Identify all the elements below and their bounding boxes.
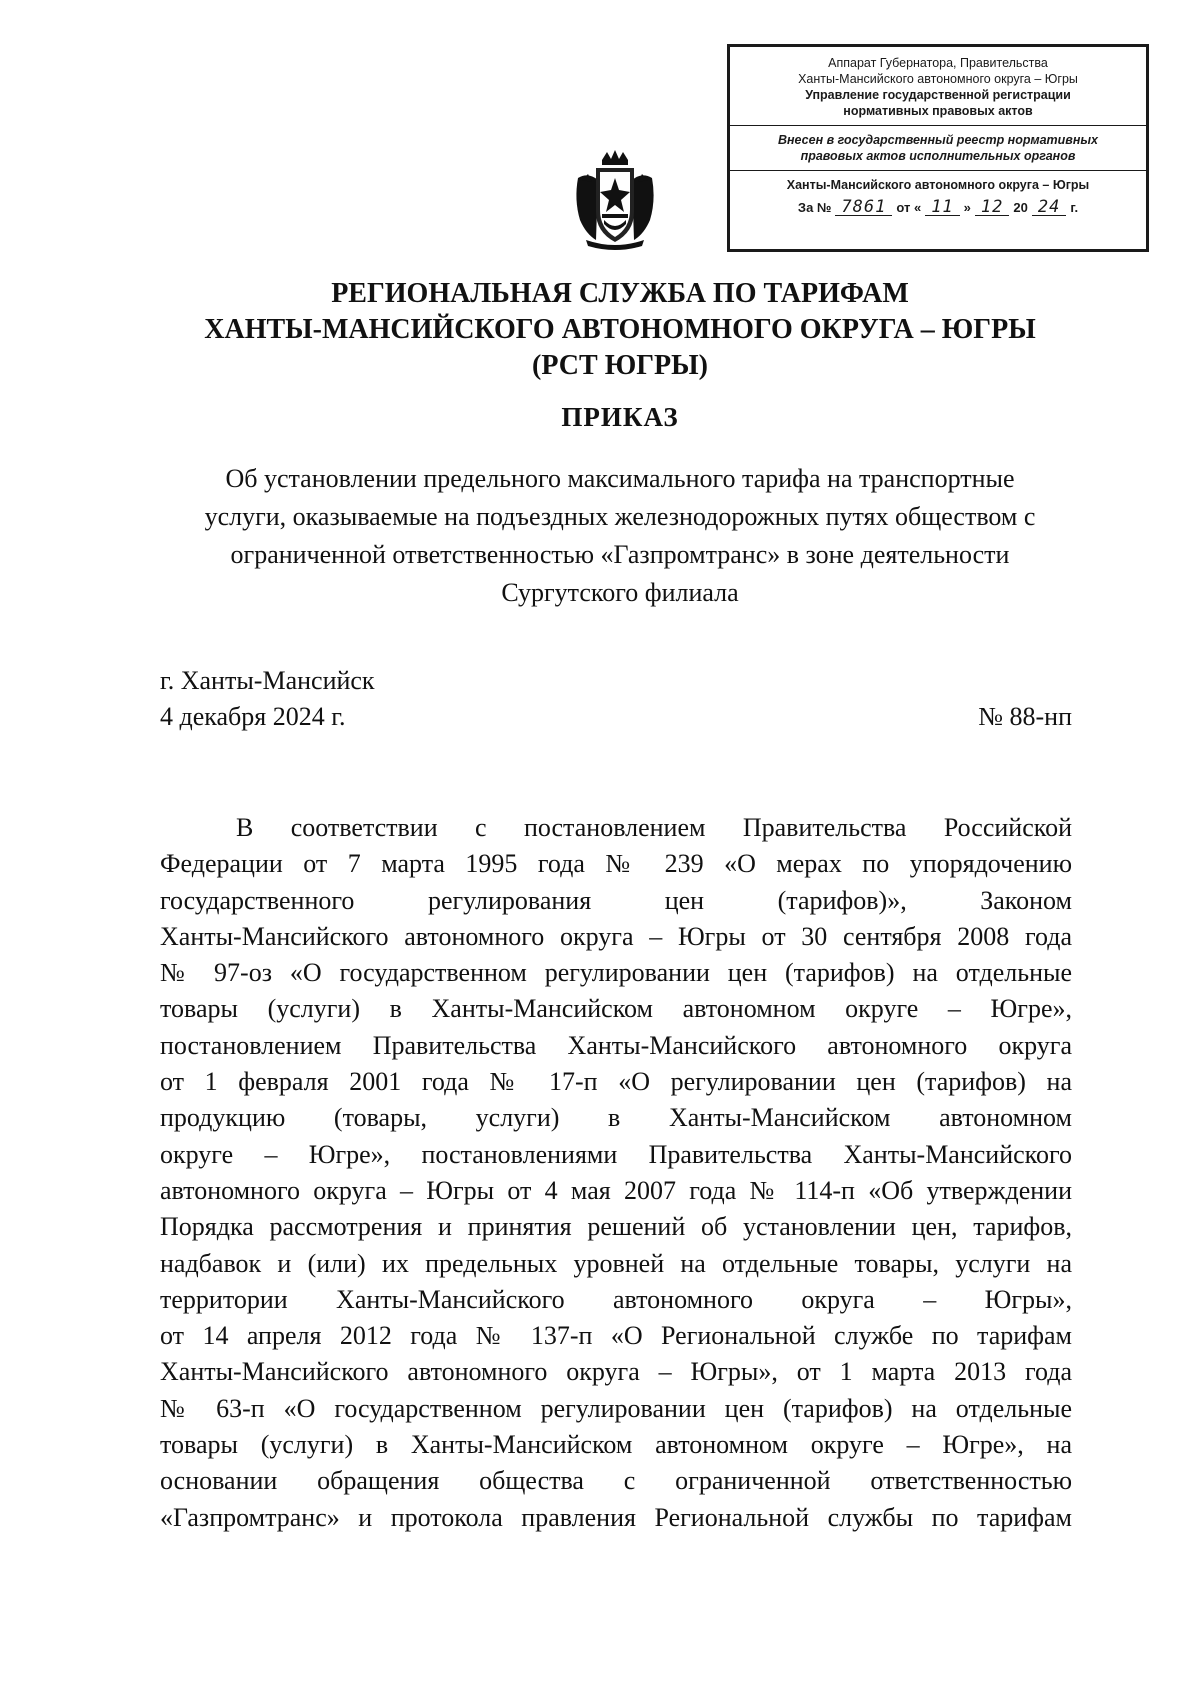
stamp-line: Аппарат Губернатора, Правительства	[828, 56, 1048, 70]
body-line: Порядка рассмотрения и принятия решений об установлении цен, тарифов,	[160, 1212, 1072, 1242]
body-line: постановлением Правительства Ханты-Мансийского автономного округа	[160, 1030, 1072, 1060]
stamp-reg-month: 12	[975, 199, 1009, 216]
body-line: надбавок и (или) их предельных уровней на отдельные товары, услуги на	[160, 1248, 1072, 1278]
subject-line: Об установлении предельного максимального тарифа на транспортные	[225, 464, 1015, 493]
stamp-reg-number: 7861	[835, 199, 892, 216]
body-line: продукцию (товары, услуги) в Ханты-Мансийском автономном	[160, 1103, 1072, 1133]
stamp-reg-quote: »	[963, 200, 971, 215]
body-line: товары (услуги) в Ханты-Мансийском автономном округе – Югре», на	[160, 1430, 1072, 1460]
stamp-line: Ханты-Мансийского автономного округа – Югры	[798, 72, 1078, 86]
document-subject	[150, 460, 1090, 612]
body-line: территории Ханты-Мансийского автономного округа – Югры»,	[160, 1284, 1072, 1314]
stamp-divider	[730, 170, 1146, 171]
org-title-line: (РСТ ЮГРЫ)	[532, 350, 708, 381]
stamp-line: правовых актов исполнительных органов	[800, 149, 1076, 163]
subject-line: Сургутского филиала	[501, 578, 739, 607]
stamp-line: Ханты-Мансийского автономного округа – Югры	[786, 178, 1090, 192]
stamp-line: нормативных правовых актов	[843, 104, 1033, 118]
stamp-registration-row	[736, 199, 1140, 216]
org-title-line: РЕГИОНАЛЬНАЯ СЛУЖБА ПО ТАРИФАМ	[331, 278, 909, 309]
body-line: Федерации от 7 марта 1995 года № 239 «О мерах по упорядочению	[160, 849, 1072, 879]
body-line: государственного регулирования цен (тарифов)», Законом	[160, 885, 1072, 915]
document-city: г. Ханты-Мансийск	[160, 666, 375, 695]
stamp-reg-year: 24	[1032, 199, 1066, 216]
registration-stamp	[727, 44, 1149, 252]
body-line: № 63-п «О государственном регулировании цен (тарифов) на отдельные	[160, 1393, 1072, 1423]
stamp-divider	[730, 125, 1146, 126]
document-type: ПРИКАЗ	[561, 402, 679, 432]
body-line: товары (услуги) в Ханты-Мансийском автономном округе – Югре»,	[160, 994, 1072, 1024]
body-line: «Газпромтранс» и протокола правления Региональной службы по тарифам	[160, 1502, 1072, 1532]
organization-title	[0, 276, 1200, 384]
stamp-reg-year-prefix: 20	[1013, 200, 1028, 215]
body-line: № 97-оз «О государственном регулировании цен (тарифов) на отдельные	[160, 958, 1072, 988]
subject-line: ограниченной ответственностью «Газпромтранс» в зоне деятельности	[230, 540, 1010, 569]
stamp-line: Управление государственной регистрации	[805, 88, 1071, 102]
coat-of-arms-emblem	[572, 150, 658, 250]
body-line: от 14 апреля 2012 года № 137-п «О Региональной службе по тарифам	[160, 1321, 1072, 1351]
document-number: № 88-нп	[978, 702, 1072, 731]
org-title-line: ХАНТЫ-МАНСИЙСКОГО АВТОНОМНОГО ОКРУГА – ЮГРЫ	[204, 314, 1036, 345]
stamp-reg-prefix: За №	[797, 200, 832, 215]
document-date: 4 декабря 2024 г.	[160, 702, 346, 731]
place-date-block	[160, 663, 375, 735]
body-line: от 1 февраля 2001 года № 17-п «О регулировании цен (тарифов) на	[160, 1067, 1072, 1097]
stamp-line: Внесен в государственный реестр нормативных	[777, 133, 1099, 147]
stamp-reg-from: от «	[896, 200, 922, 215]
body-line: Ханты-Мансийского автономного округа – Югры», от 1 марта 2013 года	[160, 1357, 1072, 1387]
body-line: Ханты-Мансийского автономного округа – Югры от 30 сентября 2008 года	[160, 921, 1072, 951]
stamp-reg-day: 11	[925, 199, 959, 216]
body-line: автономного округа – Югры от 4 мая 2007 года № 114-п «Об утверждении	[160, 1175, 1072, 1205]
body-line: В соответствии с постановлением Правительства Российской	[236, 813, 1072, 842]
stamp-reg-year-end: г.	[1070, 200, 1079, 215]
body-line: основании обращения общества с ограниченной ответственностью	[160, 1466, 1072, 1496]
body-line: округе – Югре», постановлениями Правительства Ханты-Мансийского	[160, 1139, 1072, 1169]
subject-line: услуги, оказываемые на подъездных железнодорожных путях обществом с	[204, 502, 1036, 531]
document-body	[160, 810, 1072, 1536]
